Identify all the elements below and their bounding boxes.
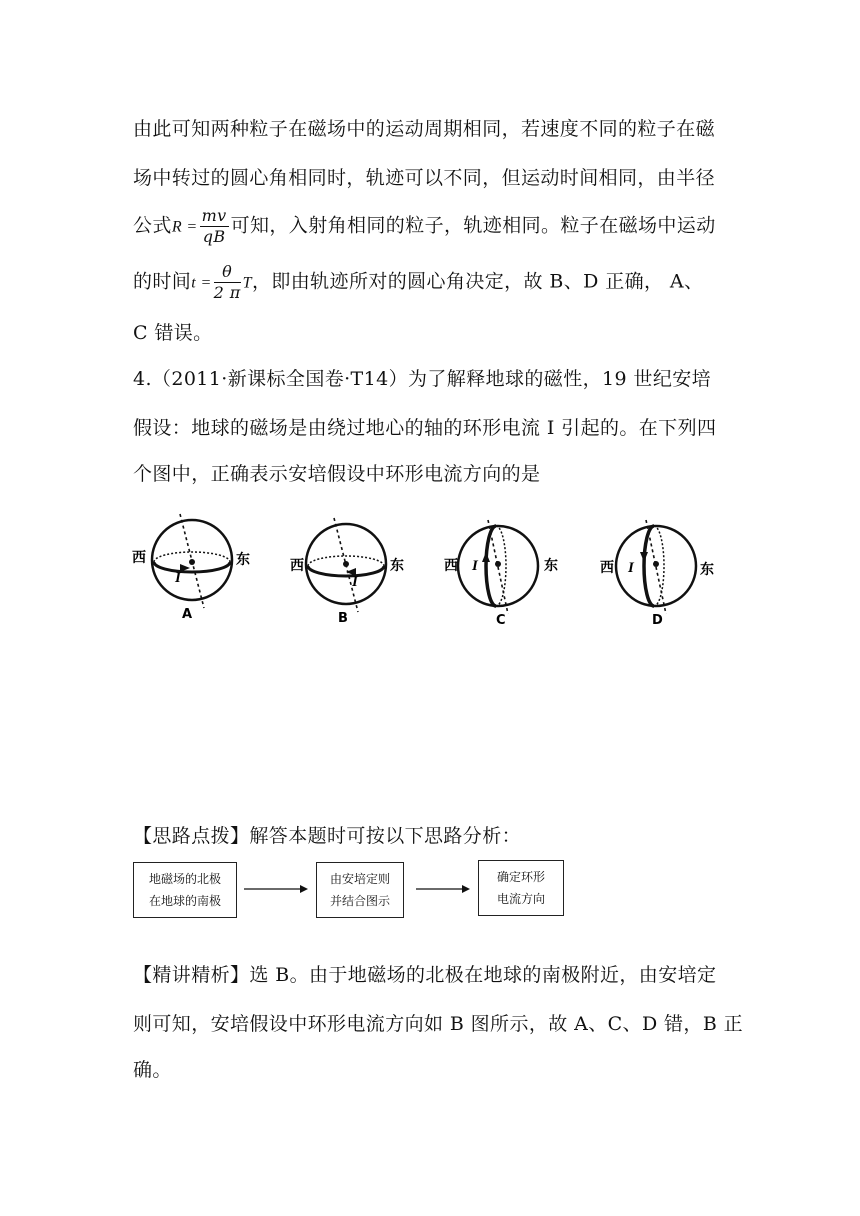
paragraph-line-3 [133, 208, 716, 245]
formula-t-numerator: θ [214, 264, 241, 283]
east-label: 东 [700, 562, 714, 578]
flow-box-text: 在地球的南极 [148, 894, 221, 908]
question-line-2: 假设：地球的磁场是由绕过地心的轴的环形电流 I 引起的。在下列四 [133, 417, 717, 439]
figure-a [130, 512, 270, 630]
formula-r-lhs: R = [171, 218, 198, 236]
analysis-line-3: 确。 [133, 1059, 172, 1081]
flow-box-text: 并结合图示 [329, 894, 390, 908]
question-line-1: 4.（2011·新课标全国卷·T14）为了解释地球的磁性，19 世纪安培 [133, 368, 712, 390]
flow-arrow-2 [416, 882, 472, 896]
paragraph-line-5: C 错误。 [133, 322, 213, 344]
flow-box-text: 电流方向 [496, 892, 545, 906]
flow-box-1 [133, 862, 237, 918]
text: ，即由轨迹所对的圆心角决定，故 B、D 正确， A、 [251, 270, 704, 293]
paragraph-line-2: 场中转过的圆心角相同时，轨迹可以不同，但运动时间相同，由半径 [133, 167, 716, 189]
west-label: 西 [444, 558, 458, 574]
east-label: 东 [390, 558, 404, 574]
analysis-line-1: 【精讲精析】选 B。由于地磁场的北极在地球的南极附近，由安培定 [133, 964, 717, 986]
flow-box-text: 地磁场的北极 [148, 872, 221, 886]
figure-label: D [652, 613, 663, 628]
current-label: I [175, 570, 181, 586]
flow-box-3 [478, 860, 564, 916]
figure-c [440, 514, 580, 632]
formula-r-fraction [200, 208, 229, 245]
formula-t-denominator: 2 π [213, 283, 241, 302]
east-label: 东 [236, 552, 250, 568]
flow-box-2 [316, 862, 404, 918]
figure-label: A [182, 607, 193, 622]
formula-r-denominator: qB [202, 227, 226, 246]
formula-t-lhs: t = [191, 274, 212, 292]
text: 公式 [133, 214, 172, 237]
current-label: I [352, 574, 358, 590]
west-label: 西 [600, 560, 614, 576]
current-label: I [628, 560, 634, 576]
question-line-3: 个图中，正确表示安培假设中环形电流方向的是 [133, 463, 541, 485]
east-label: 东 [544, 558, 558, 574]
paragraph-line-1: 由此可知两种粒子在磁场中的运动周期相同，若速度不同的粒子在磁 [133, 118, 716, 140]
figure-d [598, 514, 738, 632]
text: 可知，入射角相同的粒子，轨迹相同。粒子在磁场中运动 [230, 214, 716, 237]
figure-label: B [338, 611, 348, 626]
analysis-line-2: 则可知，安培假设中环形电流方向如 B 图所示，故 A、C、D 错，B 正 [133, 1013, 744, 1035]
current-label: I [472, 558, 478, 574]
formula-t-fraction [214, 264, 241, 301]
flow-box-text: 确定环形 [496, 870, 545, 884]
paragraph-line-4 [133, 264, 703, 301]
formula-r-numerator: mv [201, 206, 227, 225]
figure-b [286, 516, 426, 634]
flow-arrow-1 [244, 882, 310, 896]
formula-t-rhs: T [242, 274, 252, 292]
west-label: 西 [290, 558, 304, 574]
text: 的时间 [133, 270, 192, 293]
figure-label: C [496, 613, 506, 628]
west-label: 西 [132, 550, 146, 566]
flow-box-text: 由安培定则 [329, 872, 390, 886]
hint-heading: 【思路点拨】解答本题时可按以下思路分析： [133, 825, 522, 847]
